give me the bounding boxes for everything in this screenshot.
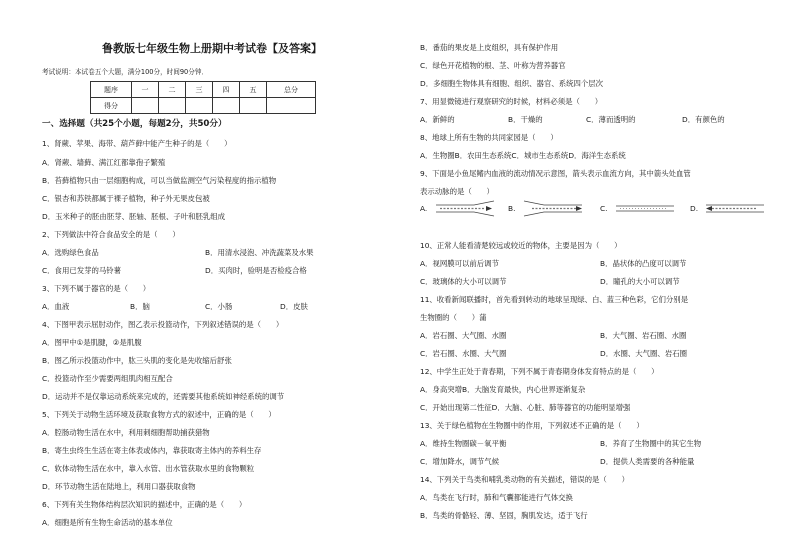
option-line: C．银杏和苏铁都属于裸子植物，种子外无果皮包被 — [42, 194, 210, 203]
question-line: 1、肾蕨、苹果、海带、葫芦藓中能产生种子的是（ ） — [42, 139, 232, 148]
score-col-2: 二 — [159, 82, 186, 98]
option-line: B．苔藓植物只由一层细胞构成，可以当做监测空气污染程度的指示植物 — [42, 176, 277, 185]
score-table-header: 题序 — [91, 82, 132, 98]
score-table — [90, 81, 316, 114]
option: D．买肉时，验明是否检疫合格 — [205, 266, 307, 275]
option: C．食用已发芽的马铃薯 — [42, 266, 122, 275]
blood-flow-diagrams — [420, 200, 780, 218]
option: A．视网膜可以前后调节 — [420, 259, 499, 268]
option: C．岩石圈、水圈、大气圈 — [420, 349, 507, 358]
option-line: A．腔肠动物生活在水中，利用刺细胞帮助捕获猎物 — [42, 428, 210, 437]
question-line: 表示动脉的是（ ） — [420, 187, 494, 196]
score-col-4: 四 — [213, 82, 240, 98]
option: A. — [420, 204, 428, 213]
question-line: 11、收看新闻联播时，首先看到转动的地球呈现绿、白、蓝三种色彩，它们分别是 — [420, 295, 689, 304]
option: D．瞳孔的大小可以调节 — [600, 277, 680, 286]
option-line: C．绿色开花植物的根、茎、叶称为营养器官 — [420, 61, 566, 70]
score-cell — [267, 98, 316, 114]
option-line: D．环节动物生活在陆地上，利用口器获取食物 — [42, 482, 196, 491]
option: B．干燥的 — [508, 115, 543, 124]
option: D. — [690, 204, 699, 213]
option-line: D．运动并不是仅靠运动系统来完成的，还需要其他系统如神经系统的调节 — [42, 392, 285, 401]
vessel-diagram-c — [614, 200, 676, 218]
score-cell — [186, 98, 213, 114]
score-row-label: 得分 — [91, 98, 132, 114]
option: B．用清水浸泡、冲洗蔬菜及水果 — [205, 248, 314, 257]
section-heading: 一、选择题（共25个小题，每题2分，共50分） — [42, 119, 227, 129]
score-col-3: 三 — [186, 82, 213, 98]
score-col-5: 五 — [240, 82, 267, 98]
question-line: 13、关于绿色植物在生物圈中的作用，下列叙述不正确的是（ ） — [420, 421, 644, 430]
question-line: 6、下列有关生物体结构层次知识的描述中，正确的是（ ） — [42, 500, 247, 509]
question-line: 2、下列做法中符合食品安全的是（ ） — [42, 230, 180, 239]
vessel-diagram-b — [522, 200, 584, 218]
question-line: 14、下列关于鸟类和哺乳类动物的有关描述，错误的是（ ） — [420, 475, 629, 484]
page-title: 鲁教版七年级生物上册期中考试卷【及答案】 — [102, 42, 322, 55]
question-line: 5、下列关于动物生活环境及获取食物方式的叙述中，正确的是（ ） — [42, 410, 276, 419]
option: B．晶状体的凸度可以调节 — [600, 259, 687, 268]
option: B. — [508, 204, 516, 213]
option-line: A．细胞是所有生物生命活动的基本单位 — [42, 518, 173, 527]
option-line: B．番茄的果皮是上皮组织，具有保护作用 — [420, 43, 559, 52]
option: D．水圈、大气圈、岩石圈 — [600, 349, 687, 358]
option: C. — [600, 204, 608, 213]
option-line: A．身高突增B．大脑发育最快，内心世界逐渐复杂 — [420, 385, 586, 394]
question-line: 10、正常人能看清楚较远或较近的物体，主要是因为（ ） — [420, 241, 622, 250]
question-line: 8、地球上所有生物的共同家园是（ ） — [420, 133, 558, 142]
option: B．养育了生物圈中的其它生物 — [600, 439, 702, 448]
question-line: 12、中学生正处于青春期，下列不属于青春期身体发育特点的是（ ） — [420, 367, 659, 376]
option: D．提供人类需要的各种能量 — [600, 457, 695, 466]
option: A．岩石圈、大气圈、水圈 — [420, 331, 507, 340]
vessel-diagram-d — [704, 200, 766, 218]
question-line: 3、下列不属于器官的是（ ） — [42, 284, 151, 293]
option: B．大气圈、岩石圈、水圈 — [600, 331, 687, 340]
score-col-1: 一 — [132, 82, 159, 98]
score-cell — [213, 98, 240, 114]
question-line: 9、下面是小鱼尾鳍内血液的流动情况示意图，箭头表示血流方向，其中箭头处血管 — [420, 169, 691, 178]
question-line: 生物圈的（ ）蒲 — [420, 313, 487, 322]
option-line: B．鸟类的骨骼轻、薄、坚固，胸肌发达，适于飞行 — [420, 511, 588, 520]
option: C．玻璃体的大小可以调节 — [420, 277, 507, 286]
option: A．新鲜的 — [420, 115, 455, 124]
score-cell — [240, 98, 267, 114]
option-line: D．多细胞生物体具有细胞、组织、器官、系统四个层次 — [420, 79, 604, 88]
option-line: A．肾蕨、墙藓、满江红都靠孢子繁殖 — [42, 158, 166, 167]
option: D．皮肤 — [280, 302, 308, 311]
option: D．有颜色的 — [682, 115, 725, 124]
option: B．脑 — [130, 302, 150, 311]
score-cell — [132, 98, 159, 114]
option: A．维持生物圈碳－氧平衡 — [420, 439, 507, 448]
option-line: D．玉米种子的胚由胚芽、胚轴、胚根、子叶和胚乳组成 — [42, 212, 226, 221]
option: C．薄而透明的 — [586, 115, 636, 124]
option-line: C．投篮动作至少需要两组肌肉相互配合 — [42, 374, 173, 383]
question-line: 4、下图甲表示屈肘动作，图乙表示投篮动作，下列叙述错误的是（ ） — [42, 320, 284, 329]
score-col-total: 总分 — [267, 82, 316, 98]
question-line: 7、用显微镜进行观察研究的时候，材料必须是（ ） — [420, 97, 603, 106]
option-line: A．图甲中①是肌腱，②是肌腹 — [42, 338, 142, 347]
vessel-diagram-a — [434, 200, 496, 218]
option-line: B．寄生虫终生生活在寄主体表或体内，靠获取寄主体内的养料生存 — [42, 446, 262, 455]
option: C．增加降水，调节气候 — [420, 457, 500, 466]
option-line: B．图乙所示投篮动作中，肱三头肌的变化是先收缩后舒张 — [42, 356, 232, 365]
option-line: C．软体动物生活在水中，靠入水管、出水管获取水里的食物颗粒 — [42, 464, 255, 473]
option-line: A．鸟类在飞行时，肺和气囊都能进行气体交换 — [420, 493, 573, 502]
exam-note: 考试说明：本试卷五个大题，满分100分，时间90分钟． — [42, 68, 209, 76]
option-line: C．开始出现第二性征D．大脑、心脏、肺等器官的功能明显增强 — [420, 403, 631, 412]
score-cell — [159, 98, 186, 114]
option: C．小肠 — [205, 302, 233, 311]
option: A．选购绿色食品 — [42, 248, 99, 257]
option: A．血液 — [42, 302, 70, 311]
option-line: A．生物圈B．农田生态系统C．城市生态系统D．海洋生态系统 — [420, 151, 626, 160]
